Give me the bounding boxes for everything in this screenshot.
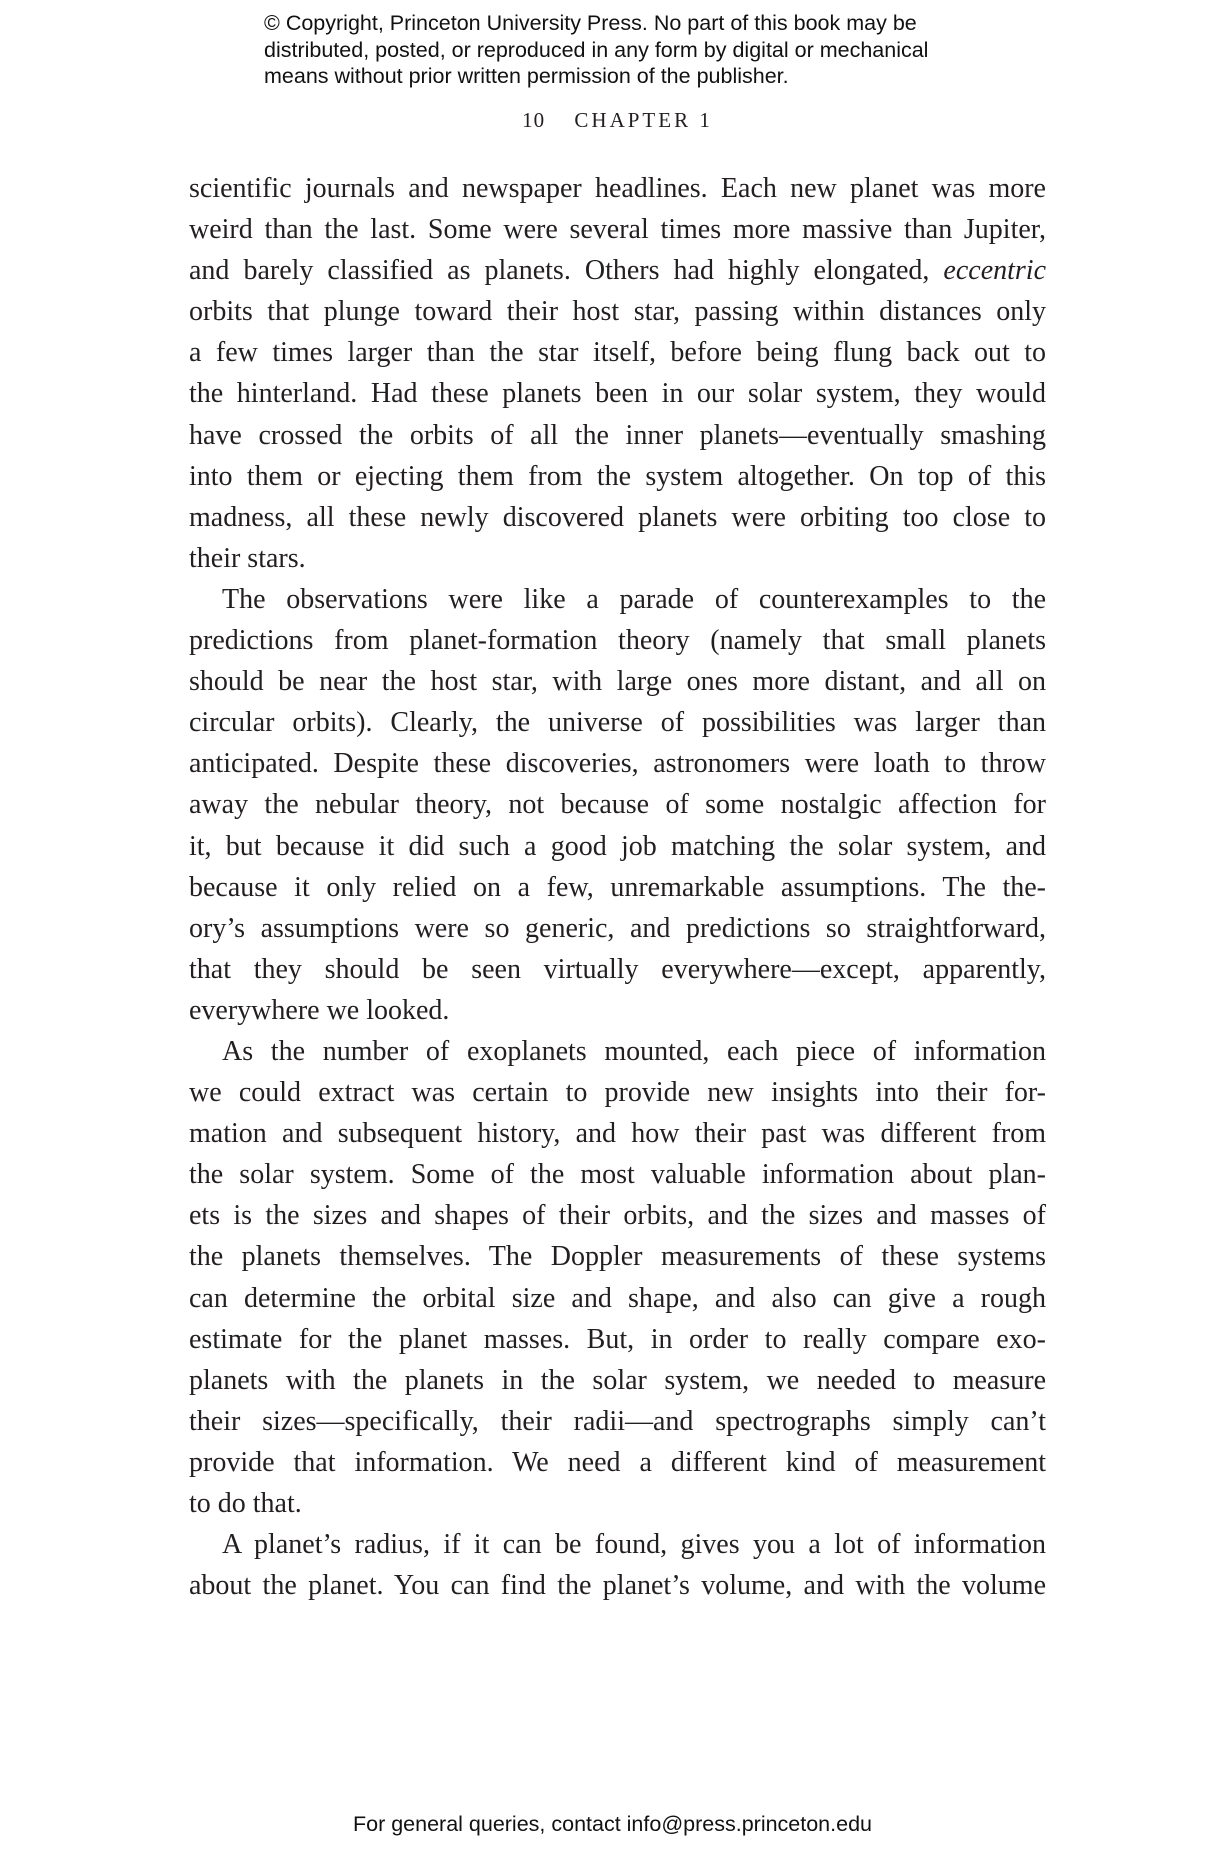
text-line: circular orbits). Clearly, the universe of possibilities was larger than bbox=[189, 707, 1046, 739]
text-line: predictions from planet-formation theory (namely that small planets bbox=[189, 625, 1046, 657]
chapter-label: CHAPTER 1 bbox=[574, 108, 713, 132]
text-line: about the planet. You can find the planet’s volume, and with the volume bbox=[189, 1570, 1046, 1602]
text-line: can determine the orbital size and shape, and also can give a rough bbox=[189, 1282, 1046, 1314]
text-line: we could extract was certain to provide new insights into their for- bbox=[189, 1077, 1046, 1109]
text-line: their sizes—specifically, their radii—and spectrographs simply can’t bbox=[189, 1405, 1046, 1437]
text-line: madness, all these newly discovered planets were orbiting too close to bbox=[189, 501, 1046, 533]
text-line: ets is the sizes and shapes of their orbits, and the sizes and masses of bbox=[189, 1200, 1046, 1232]
text-line bbox=[189, 250, 1046, 291]
text-fragment: and barely classified as planets. Others had highly elongated, bbox=[189, 255, 944, 287]
text-line: ory’s assumptions were so generic, and predictions so straightforward, bbox=[189, 912, 1046, 944]
text-line: As the number of exoplanets mounted, each piece of information bbox=[222, 1035, 1046, 1067]
text-line: because it only relied on a few, unremarkable assumptions. The the- bbox=[189, 871, 1046, 903]
text-line: should be near the host star, with large ones more distant, and all on bbox=[189, 666, 1046, 698]
text-line: the solar system. Some of the most valuable information about plan- bbox=[189, 1159, 1046, 1191]
text-line: scientific journals and newspaper headlines. Each new planet was more bbox=[189, 173, 1046, 204]
text-line: the hinterland. Had these planets been in our solar system, they would bbox=[189, 378, 1046, 410]
text-line: planets with the planets in the solar system, we needed to measure bbox=[189, 1364, 1046, 1396]
body-text bbox=[189, 168, 1046, 1606]
text-line: weird than the last. Some were several times more massive than Jupiter, bbox=[189, 214, 1046, 246]
text-line: to do that. bbox=[189, 1488, 302, 1519]
text-line: have crossed the orbits of all the inner planets—eventually smashing bbox=[189, 419, 1046, 451]
text-line: a few times larger than the star itself, before being flung back out to bbox=[189, 337, 1046, 369]
text-line: that they should be seen virtually everywhere—except, apparently, bbox=[189, 953, 1046, 985]
footer-contact: For general queries, contact info@press.princeton.edu bbox=[352, 1812, 872, 1836]
text-line: mation and subsequent history, and how their past was different from bbox=[189, 1118, 1046, 1150]
text-line: The observations were like a parade of counterexamples to the bbox=[222, 583, 1046, 615]
text-line: it, but because it did such a good job matching the solar system, and bbox=[189, 830, 1046, 862]
page-number: 10 bbox=[522, 108, 546, 132]
text-line: estimate for the planet masses. But, in order to really compare exo- bbox=[189, 1323, 1046, 1355]
text-line: into them or ejecting them from the system altogether. On top of this bbox=[189, 460, 1046, 492]
italic-term: eccentric bbox=[943, 255, 1046, 287]
copyright-line: means without prior written permission of the publisher. bbox=[264, 64, 789, 88]
text-line: the planets themselves. The Doppler measurements of these systems bbox=[189, 1241, 1046, 1273]
text-line: everywhere we looked. bbox=[189, 994, 450, 1026]
text-line: A planet’s radius, if it can be found, gives you a lot of information bbox=[222, 1529, 1046, 1561]
copyright-notice bbox=[264, 10, 984, 90]
text-line: anticipated. Despite these discoveries, astronomers were loath to throw bbox=[189, 748, 1046, 780]
text-line: their stars. bbox=[189, 542, 306, 574]
copyright-line: © Copyright, Princeton University Press. No part of this book may be bbox=[264, 11, 917, 35]
text-line: provide that information. We need a different kind of measurement bbox=[189, 1446, 1046, 1478]
copyright-line: distributed, posted, or reproduced in any form by digital or mechanical bbox=[264, 37, 929, 62]
text-line: orbits that plunge toward their host star, passing within distances only bbox=[189, 296, 1046, 328]
running-head bbox=[0, 108, 1225, 133]
text-line: away the nebular theory, not because of some nostalgic affection for bbox=[189, 789, 1046, 821]
